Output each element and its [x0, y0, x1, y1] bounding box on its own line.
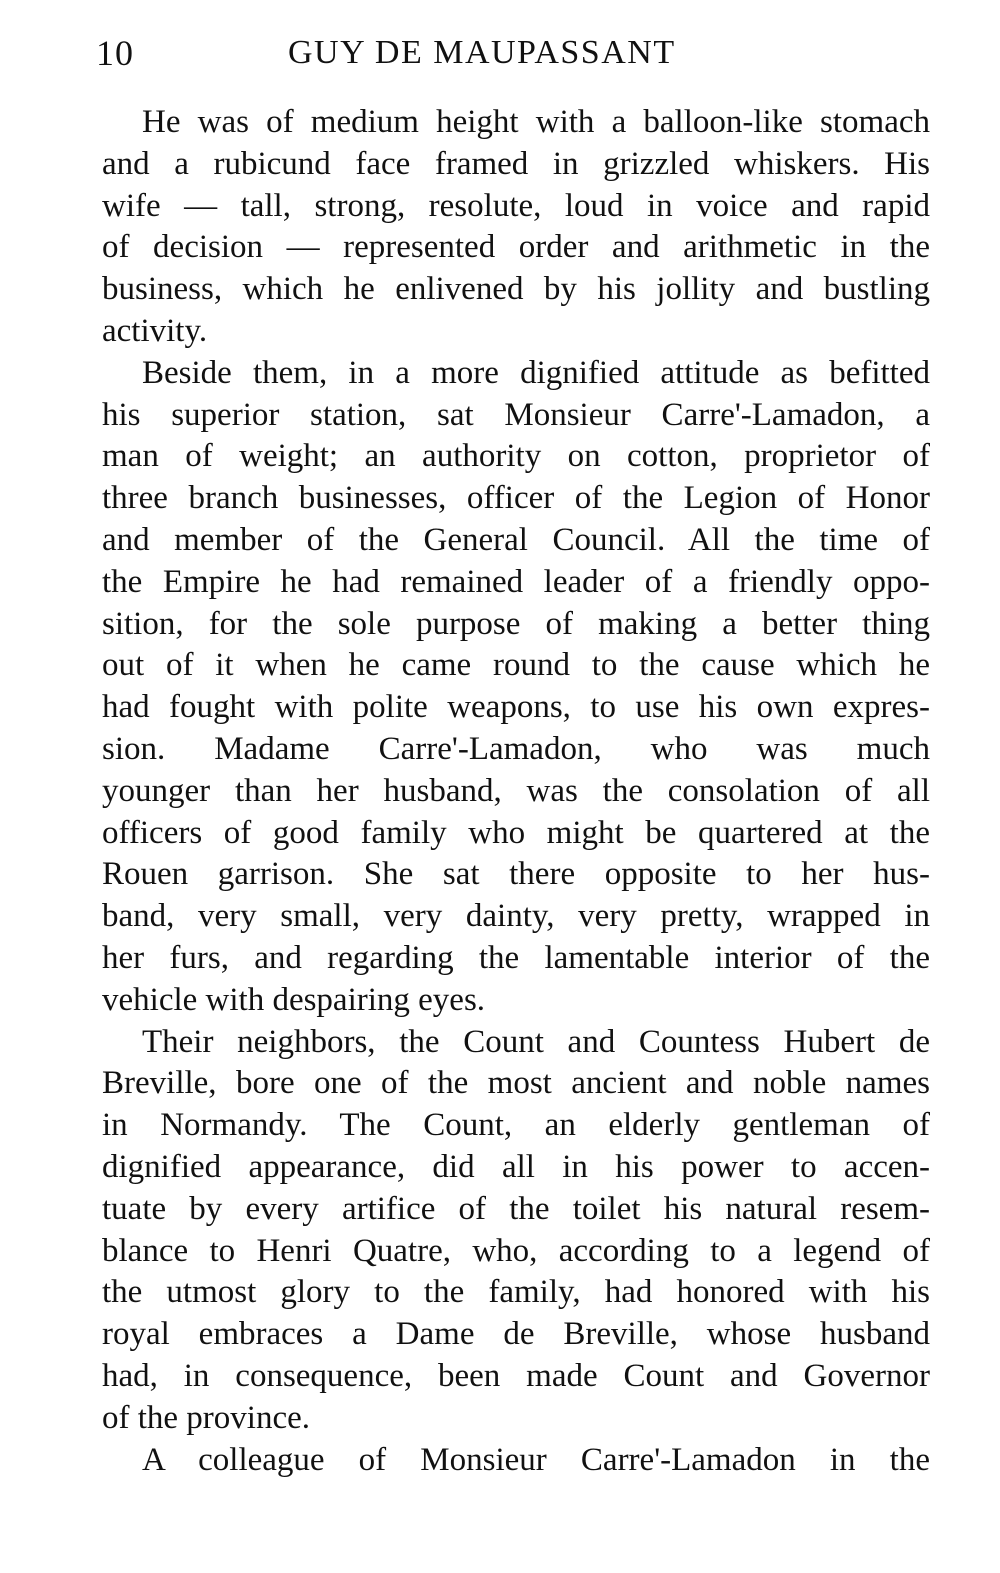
text-line: business, which he enlivened by his jollity and bustling — [102, 271, 930, 308]
text-line: of the province. — [102, 1399, 311, 1436]
text-line: dignified appearance, did all in his power to accen- — [102, 1148, 930, 1185]
text-line: sition, for the sole purpose of making a better thing — [102, 605, 930, 642]
body-text — [102, 102, 930, 1481]
text-line: officers of good family who might be quartered at the — [102, 814, 930, 851]
running-head-title: GUY DE MAUPASSANT — [288, 34, 676, 71]
text-line: out of it when he came round to the cause which he — [102, 647, 930, 684]
text-line: his superior station, sat Monsieur Carre'-Lamadon, a — [102, 396, 930, 433]
running-head — [96, 28, 936, 78]
text-line: had fought with polite weapons, to use his own expres- — [102, 689, 930, 726]
text-line: Breville, bore one of the most ancient and noble names — [102, 1065, 930, 1102]
text-line: the utmost glory to the family, had honored with his — [102, 1274, 930, 1311]
text-line: activity. — [102, 312, 208, 349]
text-line: Beside them, in a more dignified attitude as befitted — [142, 354, 930, 391]
text-line: A colleague of Monsieur Carre'-Lamadon in the — [142, 1441, 930, 1478]
paragraph-2 — [102, 353, 930, 1022]
text-line: three branch businesses, officer of the Legion of Honor — [102, 480, 930, 517]
text-line: the Empire he had remained leader of a friendly oppo- — [102, 563, 930, 600]
text-line: Rouen garrison. She sat there opposite to her hus- — [102, 856, 930, 893]
text-line: royal embraces a Dame de Breville, whose husband — [102, 1316, 930, 1353]
paragraph-4 — [102, 1440, 930, 1482]
text-line: younger than her husband, was the consolation of all — [102, 772, 930, 809]
text-line: wife — tall, strong, resolute, loud in voice and rapid — [102, 187, 930, 224]
text-line: her furs, and regarding the lamentable interior of the — [102, 939, 930, 976]
text-line: vehicle with despairing eyes. — [102, 981, 486, 1018]
text-line: band, very small, very dainty, very pretty, wrapped in — [102, 898, 930, 935]
paragraph-3 — [102, 1022, 930, 1440]
text-line: of decision — represented order and arithmetic in the — [102, 229, 930, 266]
text-line: Their neighbors, the Count and Countess Hubert de — [142, 1023, 930, 1060]
text-line: and member of the General Council. All the time of — [102, 521, 930, 558]
text-line: He was of medium height with a balloon-like stomach — [142, 104, 930, 140]
text-line: man of weight; an authority on cotton, proprietor of — [102, 438, 930, 475]
paragraph-1 — [102, 102, 930, 353]
text-line: had, in consequence, been made Count and Governor — [102, 1357, 930, 1394]
text-line: and a rubicund face framed in grizzled whiskers. His — [102, 145, 930, 182]
page-number: 10 — [96, 33, 134, 73]
text-line: blance to Henri Quatre, who, according to a legend of — [102, 1232, 930, 1269]
text-line: tuate by every artifice of the toilet his natural resem- — [102, 1190, 930, 1227]
text-line: sion. Madame Carre'-Lamadon, who was much — [102, 730, 930, 767]
text-line: in Normandy. The Count, an elderly gentleman of — [102, 1107, 930, 1144]
